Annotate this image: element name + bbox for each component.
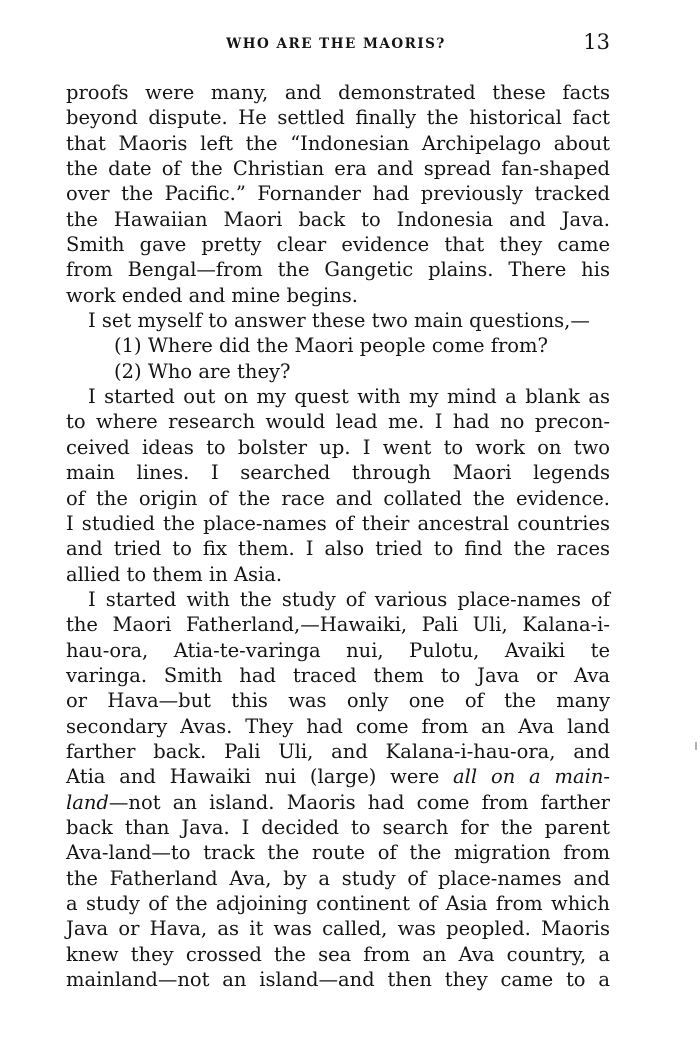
text-line: secondary Avas. They had come from an Ava land — [66, 714, 610, 738]
text-line: ceived ideas to bolster up. I went to work on two — [66, 435, 610, 459]
text-line: that Maoris left the “Indonesian Archipelago about — [66, 131, 610, 155]
text-line: the date of the Christian era and spread fan-shaped — [66, 157, 610, 181]
text-segment: —not an island. Maoris had come from farther — [108, 790, 610, 814]
text-line: from Bengal—from the Gangetic plains. There his — [66, 258, 610, 282]
text-line: or Hava—but this was only one of the many — [66, 689, 610, 713]
text-line: a study of the adjoining continent of Asia from which — [66, 892, 610, 915]
text-line: hau-ora, Atia-te-varinga nui, Pulotu, Avaiki te — [66, 638, 610, 662]
paragraph-start-line: I set myself to answer these two main questions,— — [88, 309, 590, 333]
text-line: the Hawaiian Maori back to Indonesia and Java. — [66, 207, 610, 231]
text-line: to where research would lead me. I had no precon- — [66, 410, 610, 434]
text-segment: Atia and Hawaiki nui (large) were — [66, 765, 440, 789]
running-title: WHO ARE THE MAORIS? — [226, 36, 446, 52]
italic-phrase: land — [66, 790, 109, 814]
italic-phrase: all on a main- — [453, 765, 610, 789]
text-line: the Fatherland Ava, by a study of place-names and — [66, 866, 610, 890]
page-number: 13 — [583, 30, 610, 54]
text-line: work ended and mine begins. — [66, 283, 358, 307]
body-text — [66, 80, 610, 992]
text-line: Java or Hava, as it was called, was peopled. Maoris — [66, 917, 610, 941]
question-item-2: (2) Who are they? — [114, 359, 291, 383]
scan-mark — [695, 742, 697, 750]
running-head — [60, 30, 612, 60]
text-line-with-italic — [66, 764, 610, 789]
text-line: beyond dispute. He settled finally the historical fact — [66, 106, 610, 130]
text-line: mainland—not an island—and then they came to a — [66, 968, 610, 992]
text-line: knew they crossed the sea from an Ava country, a — [66, 942, 610, 966]
text-line: Smith gave pretty clear evidence that they came — [66, 233, 610, 257]
text-line: over the Pacific.” Fornander had previously tracked — [66, 182, 610, 206]
paragraph-start-line: I started with the study of various place-names of — [88, 587, 610, 611]
question-item-1: (1) Where did the Maori people come from? — [114, 334, 548, 358]
text-line: back than Java. I decided to search for the parent — [66, 815, 610, 839]
text-line: main lines. I searched through Maori legends — [66, 461, 610, 485]
text-line: varinga. Smith had traced them to Java or Ava — [66, 663, 610, 687]
text-line: farther back. Pali Uli, and Kalana-i-hau-ora, and — [66, 739, 610, 763]
paragraph-start-line: I started out on my quest with my mind a blank as — [88, 385, 610, 409]
text-line: of the origin of the race and collated the evidence. — [66, 486, 610, 510]
text-line: the Maori Fatherland,—Hawaiki, Pali Uli, Kalana-i- — [66, 613, 610, 637]
text-line: Ava-land—to track the route of the migration from — [66, 841, 610, 865]
text-line: I studied the place-names of their ancestral countries — [66, 511, 610, 535]
text-line: proofs were many, and demonstrated these facts — [66, 81, 610, 104]
text-line: and tried to fix them. I also tried to find the races — [66, 537, 610, 561]
text-line-with-italic — [66, 790, 610, 815]
text-line: allied to them in Asia. — [66, 562, 283, 586]
